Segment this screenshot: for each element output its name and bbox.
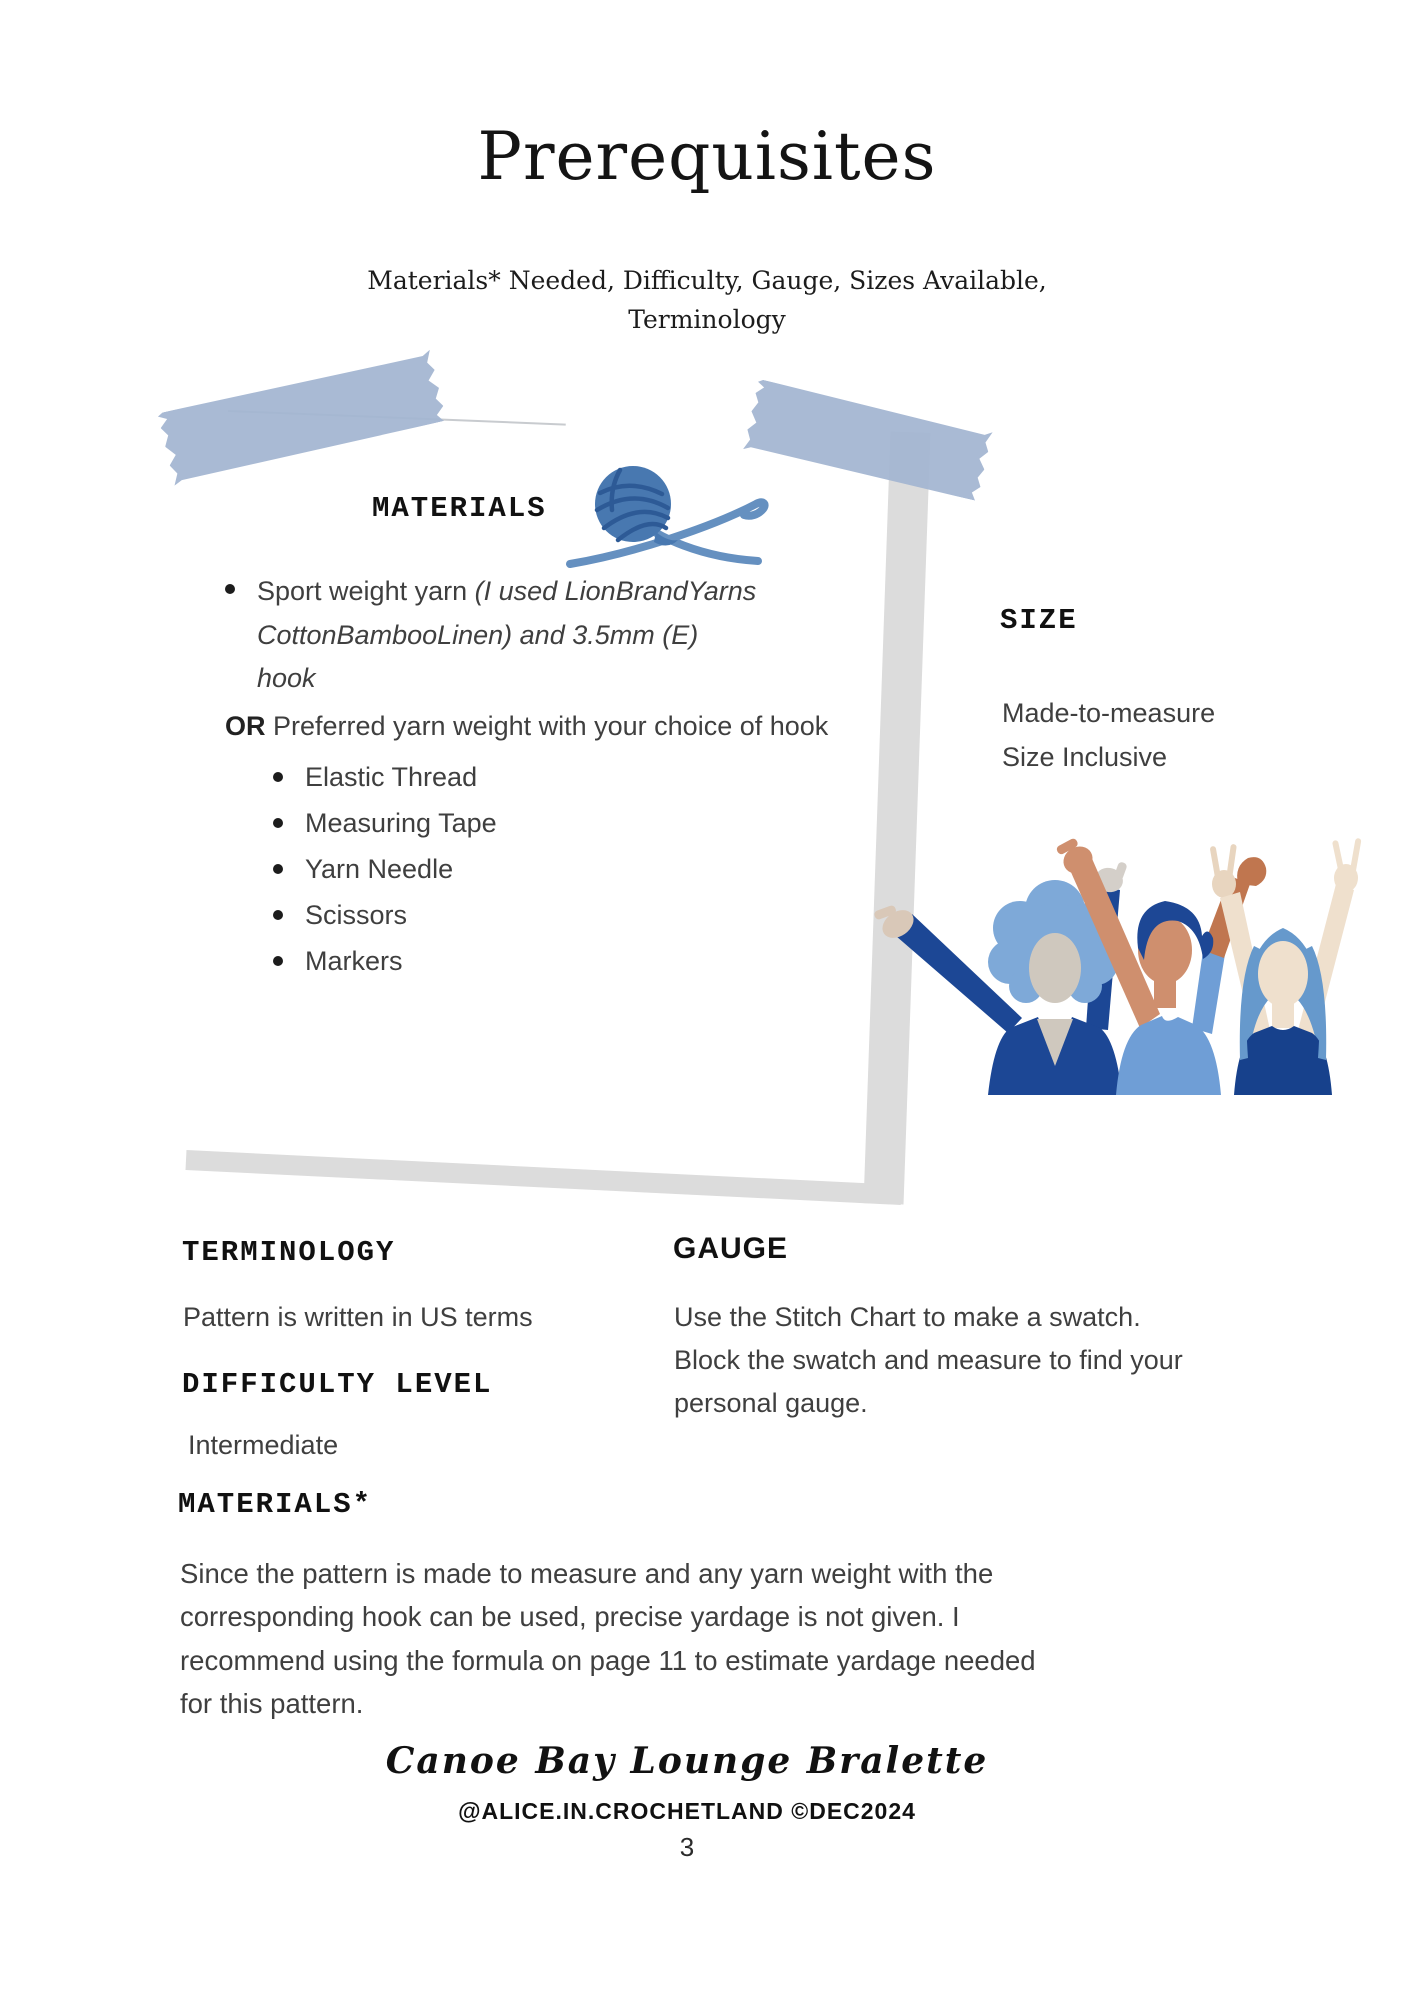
gauge-text [674,1296,1334,1426]
materials-sub-list [225,754,845,984]
bullet-icon [273,956,283,966]
bullet-icon [225,584,235,594]
gauge-line-2: Block the swatch and measure to find your [674,1345,1183,1376]
size-text [1002,692,1215,779]
size-heading: SIZE [1000,604,1078,637]
difficulty-heading: DIFFICULTY LEVEL [182,1368,493,1401]
list-item-label: Measuring Tape [305,807,497,838]
three-women-celebrating-illustration [858,828,1400,1095]
materials-heading: MATERIALS [372,492,547,525]
list-item [225,570,845,701]
bullet-text-italic: (I used LionBrandYarns CottonBambooLinen) and 3.5mm (E) hook [257,576,757,694]
gauge-line-3: personal gauge. [674,1388,868,1419]
materials-note-line-3: recommend using the formula on page 11 to estimate yardage needed [180,1644,1036,1676]
washi-tape-right [743,379,993,501]
list-item-label: Markers [305,945,403,976]
gauge-heading: GAUGE [673,1232,789,1265]
materials-list [225,570,845,984]
list-item [273,800,845,846]
subtitle-line-1: Materials* Needed, Difficulty, Gauge, Sizes Available, [367,266,1047,295]
or-emphasis: OR [225,711,266,742]
sheet-bottom-edge [186,1150,902,1205]
bullet-text-normal: Sport weight yarn [257,576,475,606]
materials-bullet-yarn [257,570,757,701]
difficulty-text: Intermediate [188,1430,339,1460]
list-item [273,846,845,892]
list-item [273,754,845,800]
terminology-heading: TERMINOLOGY [182,1236,396,1269]
list-item [273,938,845,984]
page-title: Prerequisites [477,118,937,195]
terminology-text: Pattern is written in US terms [183,1302,533,1332]
page-number: 3 [679,1832,695,1862]
materials-or-line [225,705,845,748]
bullet-icon [273,818,283,828]
size-line-1: Made-to-measure [1002,698,1216,728]
materials-note-line-2: corresponding hook can be used, precise yardage is not given. I [180,1601,960,1633]
washi-tape-left [157,348,447,485]
bullet-icon [273,772,283,782]
materials-note-line-1: Since the pattern is made to measure and any yarn weight with the [180,1558,994,1589]
list-item-label: Elastic Thread [305,761,478,792]
list-item-label: Yarn Needle [305,853,454,884]
materials-note-text [180,1552,1240,1726]
bullet-icon [273,864,283,874]
bullet-icon [273,910,283,920]
or-rest: Preferred yarn weight with your choice of hook [265,711,829,742]
list-item [273,892,845,938]
subtitle-line-2: Terminology [628,304,786,334]
gauge-line-1: Use the Stitch Chart to make a swatch. [674,1302,1141,1332]
author-credit: @ALICE.IN.CROCHETLAND ©DEC2024 [458,1798,916,1824]
list-item-label: Scissors [305,899,408,930]
materials-note-heading: MATERIALS* [178,1488,373,1521]
pattern-name-script: Canoe Bay Lounge Bralette [385,1740,989,1782]
yarn-ball-and-crochet-hook-icon [560,458,775,583]
page-subtitle [0,262,1414,340]
materials-note-line-4: for this pattern. [180,1688,364,1720]
size-line-2: Size Inclusive [1002,741,1168,772]
